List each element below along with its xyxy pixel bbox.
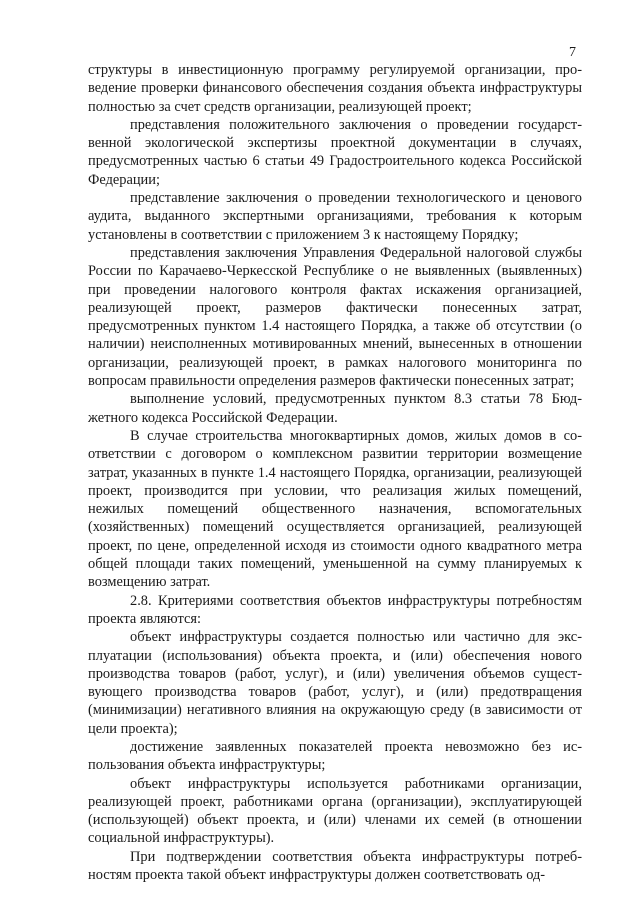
paragraph-technological-audit: представление заключения о проведении технологического и ценового аудита, выданного экспертными организациями, требования к которым установлены в соответствии с приложением 3 к настоящему Порядку; [88, 190, 582, 243]
paragraph-criterion-exploitation: объект инфраструктуры создается полностью или частично для эксплуатации (использования) объекта проекта, и (или) обеспечения нового производства товаров (работ, услуг), и (или) увеличения объемов существующего производства товаров (работ, услуг), и (или) предотвращения (минимизации) негативного влияния на окружающую среду (в зависимости от цели проекта); [88, 629, 582, 737]
paragraph-criterion-indicators: достижение заявленных показателей проекта невозможно без использования объекта инфраструктуры; [88, 738, 582, 774]
paragraph-criterion-workers: объект инфраструктуры используется работниками организации, реализующей проект, работниками органа (организации), эксплуатирующей (использующей) объект проекта, и (или) членами их семей (в отношении социальной инфраструктуры). [88, 775, 582, 847]
paragraph-ecological-expertise: представления положительного заключения о проведении государственной экологической экспертизы проектной документации в случаях, предусмотренных частью 6 статьи 49 Градостроительного кодекса Российской Федерации; [88, 116, 582, 188]
paragraph-section-2-8: 2.8. Критериями соответствия объектов инфраструктуры потребностям проекта являются: [88, 592, 582, 627]
paragraph-tax-service-conclusion: представления заключения Управления Федеральной налоговой службы России по Карачаево-Черкесской Республике о не выявленных (выявленных) при проведении налогового контроля фактах искажения организацией, реализующей проект, размеров фактически понесенных затрат, предусмотренных пунктом 1.4 настоящего Порядка, а также об отсутствии (о наличии) неисполненных мотивированных мнений, вынесенных в отношении организации, реализующей проект, в рамках налогового мониторинга по вопросам правильности определения размеров фактически понесенных затрат; [88, 244, 582, 390]
document-body [88, 61, 582, 884]
paragraph-continuation: структуры в инвестиционную программу регулируемой организации, проведение проверки финансового обеспечения создания объекта инфраструктуры полностью за счет средств организации, реализующей проект; [88, 62, 582, 115]
paragraph-housing-construction: В случае строительства многоквартирных домов, жилых домов в соответствии с договором о комплексном развитии территории возмещение затрат, указанных в пункте 1.4 настоящего Порядка, организации, реализующей проект, производится при условии, что реализация жилых помещений, нежилых помещений общественного назначения, вспомогательных (хозяйственных) помещений осуществляется организацией, реализующей проект, по цене, определенной исходя из стоимости одного квадратного метра общей площади таких помещений, уменьшенной на сумму планируемых к возмещению затрат. [88, 427, 582, 591]
paragraph-confirmation: При подтверждении соответствия объекта инфраструктуры потребностям проекта такой объект инфраструктуры должен соответствовать од- [88, 848, 582, 884]
paragraph-budget-code-conditions: выполнение условий, предусмотренных пунктом 8.3 статьи 78 Бюджетного кодекса Российской Федерации. [88, 391, 582, 426]
page-number: 7 [569, 45, 576, 60]
